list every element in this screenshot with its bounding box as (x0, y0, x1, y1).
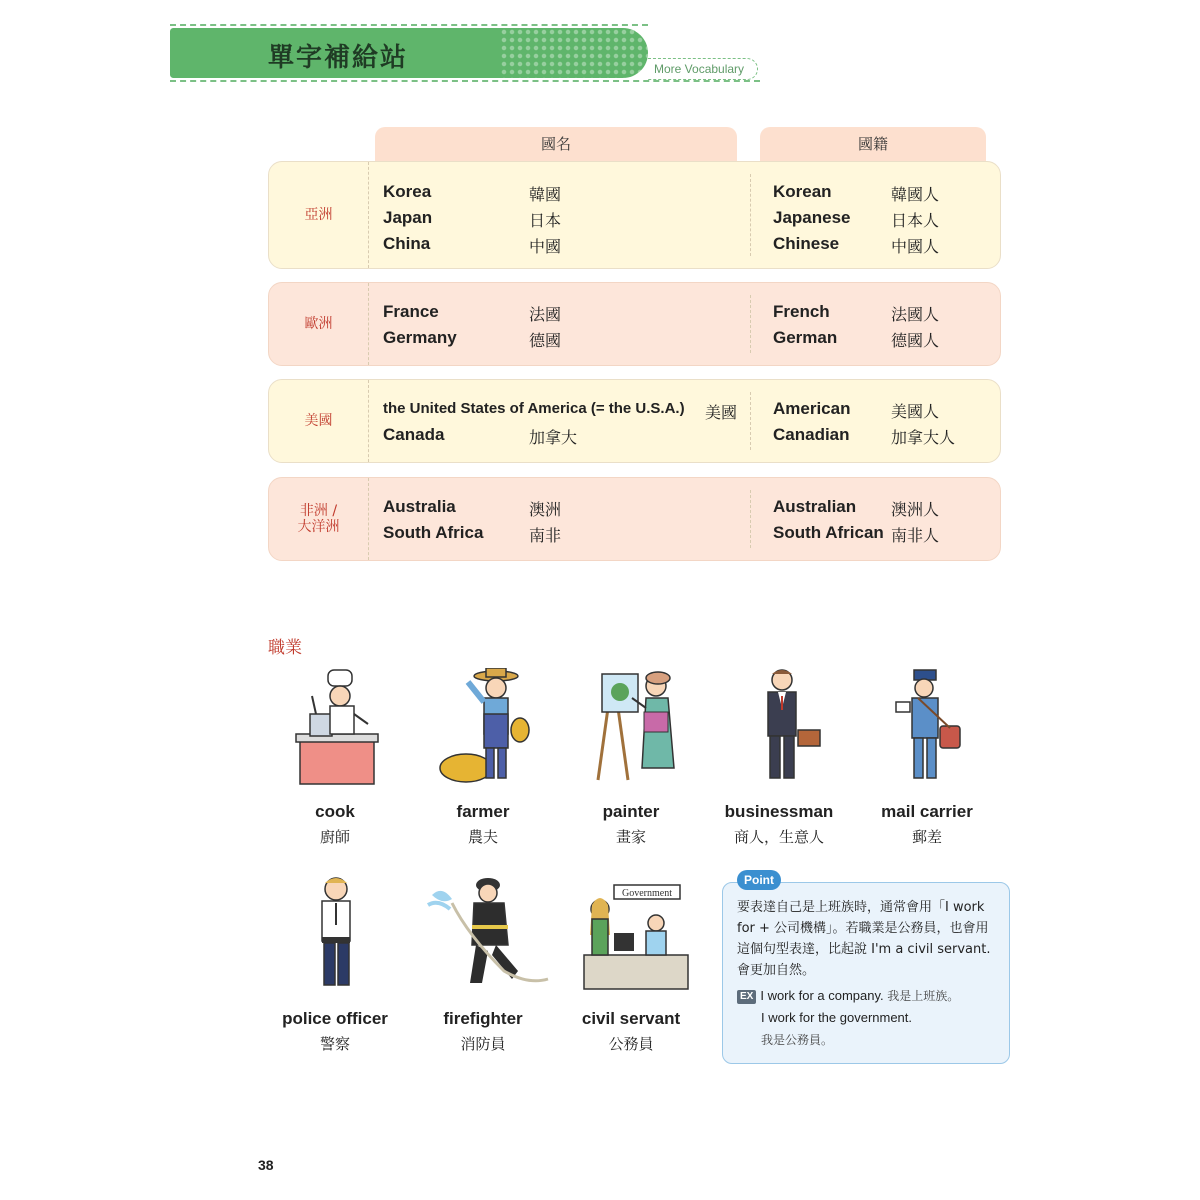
region-asia (268, 161, 1001, 269)
businessman-illustration (704, 668, 854, 788)
nationality-en: Chinese (773, 234, 840, 253)
region-americas (268, 379, 1001, 463)
nationality-en: Canadian (773, 425, 850, 444)
country-en: Australia (383, 497, 456, 516)
section-title: 單字補給站 (268, 43, 409, 73)
region-label: 非洲 / 大洋洲 (269, 478, 369, 560)
country-en: Korea (383, 182, 432, 201)
nationality-zh: 韓國人 (891, 185, 940, 204)
police-officer-illustration (260, 875, 410, 995)
nationality-en: German (773, 328, 838, 347)
job-card-civil-servant (556, 875, 706, 1054)
job-card-police-officer (260, 875, 410, 1054)
country-zh: 澳洲 (529, 500, 562, 519)
job-label-zh: 商人，生意人 (733, 828, 824, 846)
section-tag: More Vocabulary (648, 58, 758, 80)
cook-illustration (260, 668, 410, 788)
ex-badge: EX (737, 990, 756, 1004)
occupations-title: 職業 (268, 638, 302, 658)
nationality-zh: 美國人 (891, 402, 940, 421)
country-zh: 德國 (529, 331, 562, 350)
nationality-zh: 德國人 (891, 331, 940, 350)
column-divider (750, 490, 751, 548)
banner-dashed-line-top (170, 24, 648, 26)
example-line (737, 1007, 997, 1029)
painter-illustration (556, 668, 706, 788)
job-label-zh: 畫家 (615, 828, 646, 846)
region-label: 亞洲 (269, 162, 369, 268)
column-divider (750, 174, 751, 256)
country-zh: 南非 (529, 526, 562, 545)
column-divider (750, 295, 751, 353)
point-badge: Point (737, 870, 781, 890)
country-zh: 美國 (705, 403, 738, 422)
region-africa-oceania (268, 477, 1001, 561)
column-header-nationality: 國籍 (760, 127, 986, 161)
nationality-zh: 中國人 (891, 237, 940, 256)
nationality-zh: 南非人 (891, 526, 940, 545)
banner-dot-pattern (500, 28, 648, 78)
example-en: I work for a company. (760, 988, 884, 1003)
nationality-en: Australian (773, 497, 857, 516)
job-card-firefighter (408, 875, 558, 1054)
job-label-en: painter (602, 802, 660, 821)
firefighter-illustration (408, 875, 558, 995)
example-zh: 我是上班族。 (887, 989, 960, 1003)
nationality-zh: 澳洲人 (891, 500, 940, 519)
nationality-en: American (773, 399, 851, 418)
nationality-en: Korean (773, 182, 832, 201)
mail-carrier-illustration (852, 668, 1002, 788)
nationality-en: Japanese (773, 208, 851, 227)
point-text: 要表達自己是上班族時，通常會用「I work for + 公司機構」。若職業是公務員，也會用這個句型表達，比起說 I'm a civil servant. 會更加自然。 (737, 900, 991, 978)
example-zh: 我是公務員。 (761, 1033, 834, 1047)
column-divider (750, 392, 751, 450)
country-en: France (383, 302, 439, 321)
country-zh: 日本 (529, 211, 562, 230)
banner-dashed-line-bottom (170, 80, 760, 82)
region-europe (268, 282, 1001, 366)
country-zh: 韓國 (529, 185, 562, 204)
country-zh: 中國 (529, 237, 562, 256)
point-box (722, 882, 1010, 1064)
job-card-businessman (704, 668, 854, 847)
job-card-painter (556, 668, 706, 847)
column-header-country: 國名 (375, 127, 737, 161)
job-card-cook (260, 668, 410, 847)
nationality-zh: 日本人 (891, 211, 940, 230)
section-banner (170, 24, 760, 82)
job-card-farmer (408, 668, 558, 847)
nationality-en: French (773, 302, 830, 321)
region-label: 歐洲 (269, 283, 369, 365)
country-en: Japan (383, 208, 433, 227)
civil-servant-illustration (556, 875, 706, 995)
country-zh: 法國 (529, 305, 562, 324)
region-label: 美國 (269, 380, 369, 462)
job-label-en: cook (315, 802, 355, 821)
country-en: Canada (383, 425, 445, 444)
nationality-zh: 法國人 (891, 305, 940, 324)
job-label-en: farmer (456, 802, 510, 821)
job-label-en: mail carrier (881, 802, 973, 821)
country-en: Germany (383, 328, 457, 347)
job-label-en: businessman (724, 802, 834, 821)
job-label-zh: 廚師 (319, 828, 350, 846)
job-label-en: firefighter (443, 1009, 523, 1028)
farmer-illustration (408, 668, 558, 788)
country-en: China (383, 234, 431, 253)
job-label-zh: 消防員 (460, 1035, 506, 1053)
job-label-zh: 郵差 (911, 828, 942, 846)
nationality-en: South African (773, 523, 884, 542)
country-en: South Africa (383, 523, 484, 542)
job-label-zh: 農夫 (467, 828, 498, 846)
country-zh: 加拿大 (529, 428, 578, 447)
job-label-en: civil servant (581, 1009, 681, 1028)
government-sign-text: Government (622, 888, 672, 899)
page-number: 38 (258, 1157, 274, 1173)
job-label-zh: 公務員 (608, 1035, 654, 1053)
country-en: the United States of America (= the U.S.A.) (383, 400, 685, 417)
example-en: I work for the government. (761, 1010, 913, 1025)
job-label-zh: 警察 (319, 1035, 350, 1053)
example-line (737, 985, 997, 1007)
nationality-zh: 加拿大人 (891, 428, 956, 447)
job-card-mail-carrier (852, 668, 1002, 847)
job-label-en: police officer (282, 1009, 388, 1028)
